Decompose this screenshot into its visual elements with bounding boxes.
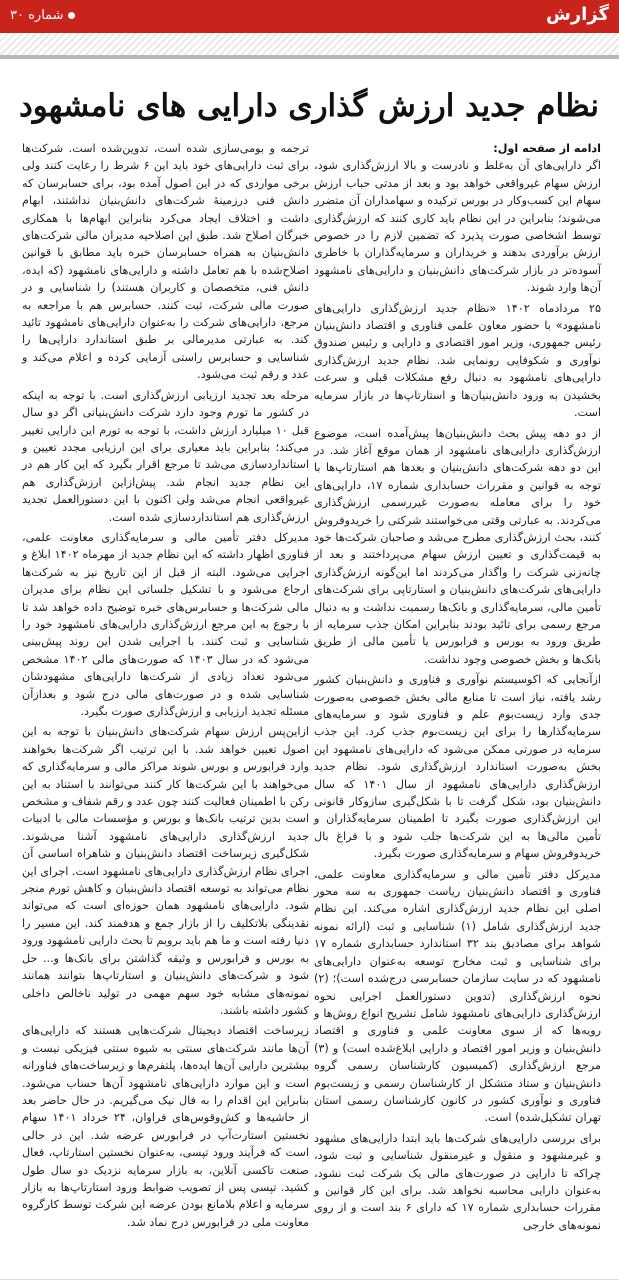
section-label: گزارش [545,4,609,25]
article-title: نظام جدید ارزش گذاری دارایی های نامشهود [18,88,599,124]
paragraph: برای بررسی دارایی‌های شرکت‌ها باید ابتدا دارایی‌های مشهود و غیرمشهود و منقول و غیرمنقول شناسایی و ثبت شود، چراکه تا دارایی در صورت‌های مالی یک شرکت ثبت نشود، به‌عنوان دارایی محاسبه نخواهد شد. برای این کار قوانین و مقررات حسابداری شماره ۱۷ که دارای ۶ بند است و از روی نمونه‌های خارجی [314,1131,602,1232]
lead-label: ادامه از صفحه اول: [493,142,601,155]
top-banner [0,0,619,33]
issue-number [10,8,75,23]
paragraph: اگر دارایی‌های آن به‌غلط و نادرست و بالا ارزش‌گذاری شود، ارزش سهام غیرواقعی خواهد بود و بعد از مدتی حباب ارزش سهام این کسب‌وکار در بورس ترکیده و سهامداران آن متضرر می‌شوند؛ بنابراین در این نظام باید کاری کنند که ارزش‌گذاری توسط اشخاصی صورت پذیرد که تضمین لازم را در خصوص ارزش برآوردی بدهند و خریداران و سرمایه‌گذاران با خاطری آسوده‌تر در بازار شرکت‌های دانش‌بنیان و دارایی‌های نامشهود آن‌ها وارد شوند. [314,159,601,295]
article-column-left [22,140,309,1234]
paragraph: ازآنجایی که اکوسیستم نوآوری و فناوری و دانش‌بنیان کشور رشد یافته، نیاز است تا منابع مالی بخش خصوصی به‌صورت جدی وارد زیست‌بوم علم و فناوری شود و سرمایه‌های سرمایه‌گذارها را برای این زیست‌بوم جذب کرد. این جذب سرمایه در صورتی ممکن می‌شود که دارایی‌های نامشهود این بخش به‌صورت استاندارد ارزش‌گذاری شود. نظام جدید ارزش‌گذاری دارایی‌های نامشهود از سال ۱۴۰۱ که سال دانش‌بنیان بود، شکل گرفت تا با شکل‌گیری سازوکار قانونی این ارزش‌گذاری صورت بگیرد تا اطمینان سرمایه‌گذاران و تأمین مالی‌ها به این شرکت‌ها جلب شود و با فراغ بال خریدوفروش سهام و سرمایه‌گذاری صورت بگیرد. [314,673,601,861]
bullet-dot-icon [68,12,75,19]
paragraph: از دو دهه پیش بحث دانش‌بنیان‌ها پیش‌آمده است، موضوع ارزش‌گذاری دارایی‌های نامشهود از همان موقع آغاز شد. در این دو دهه شرکت‌های دانش‌بنیان و بعدها هم استارتاپ‌ها با توجه به قوانین و مقررات حسابداری شماره ۱۷، دارایی‌های خود را برای معامله به‌صورت غیررسمی ارزش‌گذاری می‌کردند. به عبارتی وقتی می‌خواستند شرکتی را خریدوفروش کنند، بحث ارزش‌گذاری مطرح می‌شد و صاحبان شرکت‌ها خود به قیمت‌گذاری و تعیین ارزش سهام می‌پرداختند و بعد از چانه‌زنی شرکت را واگذار می‌کردند اما این‌گونه ارزش‌گذاری دارایی‌های شرکت‌های دانش‌بنیان و استارتاپی برای شرکت‌های تأمین مالی، سرمایه‌گذاری و بانک‌ها رسمیت نداشت و به دنبال مرجع رسمی برای تائید بودند بنابراین امکان جذب سرمایه از طریق ورود به بورس و فرابورس یا تأمین مالی از طریق بانک‌ها و بخش خصوصی وجود نداشت. [314,426,601,666]
issue-label: شماره ۳۰ [10,8,64,23]
paragraph: ۲۵ مردادماه ۱۴۰۲ «نظام جدید ارزش‌گذاری دارایی‌های نامشهود» با حضور معاون علمی فناوری و اقتصاد دانش‌بنیان رئیس جمهوری، وزیر امور اقتصادی و دارایی و رئیس صندوق نوآوری و شکوفایی رونمایی شد. نظام جدید ارزش‌گذاری دارایی‌های نامشهود به دنبال رفع مشکلات قبلی و سرعت بخشیدن به ورود دانش‌بنیان‌ها و استارتاپ‌ها در بازار سرمایه است. [314,301,601,420]
paragraph: ازاین‌پس ارزش سهام شرکت‌های دانش‌بنیان با توجه به این اصول تعیین خواهد شد. با این ترتیب اگر شرکت‌ها بخواهند وارد فرابورس و بورس شوند مراکز مالی و سرمایه‌گذاری که می‌خواهند با این شرکت‌ها کار کنند می‌توانند با استناد به این رکن با اطمینان فعالیت کنند چون عدد و رقم شفاف و مشخص است بدین ترتیب بانک‌ها و بورس و مؤسسات مالی با ادبیات جدید ارزش‌گذاری دارایی‌های نامشهود آشنا می‌شوند. شکل‌گیری زیرساخت اقتصاد دانش‌بنیان و شاهراه اساسی آن اجرای نظام ارزش‌گذاری دارایی‌های نامشهود است. اجرای این نظام می‌تواند به توسعه اقتصاد دانش‌بنیان و کاهش تورم منجر شود. دارایی‌های نامشهود همان حوزه‌ای است که می‌تواند نقدینگی بلاتکلیف را از بازار جمع و هدفمند کند. این مسیر را دنیا رفته است و ما هم باید بروبم تا بحث دارایی نامشهود ورود به بورس و فرابورس و وثیقه گذاشتن برای بانک‌ها و... حل شود و شرکت‌های دانش‌بنیان و استارتاپ‌ها بتوانند همانند نمونه‌های مشابه خود سهم مهمی در تولید ناخالص داخلی کشور داشته باشند. [22,725,309,1017]
paragraph: ترجمه و بومی‌سازی شده است، تدوین‌شده است. شرکت‌ها برای ثبت دارایی‌های خود باید این ۶ شرط را رعایت کنند ولی برخی مواردی که در این اصول آمده بود، برای حسابرسان که دانش فنی درزمینهٔ شرکت‌های دانش‌بنیان نداشتند، ابهام داشت و اختلاف ایجاد می‌کرد بنابراین ابهام‌ها با همکاری خبرگان اصلاح شد. طبق این اصلاحیه مدیران مالی شرکت‌های دانش‌بنیان به همراه حسابرسان خبره باید مطابق با قوانین اصلاح‌شده با هم تعامل داشته و دارایی‌های نامشهود (که ایده، دانش فنی، متخصصان و کاربران هستند) را شناسایی و در صورت مالی شرکت، ثبت کنند. حسابرس هم با مراجعه به مرجع، دارایی‌های شرکت را به‌عنوان دارایی‌های نامشهود تائید کند. به عبارتی مدیرمالی بر طبق استاندارد دارایی‌ها را شناسایی و حسابرس راستی آزمایی کرده و اعلام می‌کند و عدد و رقم ثبت می‌شود. [22,142,310,382]
article-column-right [314,140,601,1237]
paragraph: زیرساخت اقتصاد دیجیتال شرکت‌هایی هستند که دارایی‌های آن‌ها مانند شرکت‌های سنتی به شیوه سنتی فیزیکی نیست و بیشترین دارایی آن‌ها ایده‌ها، پلتفرم‌ها و زیرساخت‌های فناورانه است و این موارد دارایی‌های نامشهود آن‌ها حساب می‌شود. بنابراین این اقدام را به فال نیک می‌گیریم. در حال حاضر بعد از حاشیه‌ها و کش‌وقوس‌های فراوان، ۲۴ خرداد ۱۴۰۱ سهام نخستین استارت‌آپ در فرابورس عرضه شد. این در حالی است که فرآیند ورود تپسی، به‌عنوان نخستین استارتاپ، فعال صنعت تاکسی آنلاین، به بازار سرمایه نزدیک دو سال طول کشید. تپسی پس از تصویب ضوابط ورود استارتاپ‌ها به بازار سرمایه و اعلام بلامانع بودن عرضه این شرکت توسط کارگروه معاونت ملی در فرابورس درج نماد شد. [22,1024,309,1229]
paragraph: مرحله بعد تجدید ارزیابی ارزش‌گذاری است. با توجه به اینکه در کشور ما تورم وجود دارد شرکت دانش‌بنیانی اگر دو سال قبل ۱۰ میلیارد ارزش داشت، با توجه به تورم این دارایی تغییر می‌کند؛ بنابراین باید معیاری برای این ارزیابی مجدد تعیین و استانداردسازی می‌شد تا مرجع اقرار بگیرد که این کار هم در این نظام جدید انجام شد. پیش‌ازاین ارزش‌گذاری هم غیرواقعی انجام می‌شد ولی اکنون با این دستورالعمل تجدید ارزش‌گذاری هم استانداردسازی شده است. [22,388,309,524]
decorative-stripe [0,33,619,55]
paragraph: مدیرکل دفتر تأمین مالی و سرمایه‌گذاری معاونت علمی، فناوری و اقتصاد دانش‌بنیان ریاست جمهوری به سه محور اصلی این نظام جدید ارزش‌گذاری اشاره می‌کند. این نظام جدید ارزش‌گذاری شامل (۱) شناسایی و ثبت (ارائه نمونه شواهد برای مصادیق بند ۳۲ استاندارد حسابداری شماره ۱۷ برای شناسایی و ثبت مخارج توسعه به‌عنوان دارایی‌های نامشهود که در سایت سازمان حسابرسی درج‌شده است)؛ (۲) نحوه ارزش‌گذاری (تدوین دستورالعمل اجرایی نحوه ارزش‌گذاری دارایی‌های نامشهود شامل تشریح انواع روش‌ها و رویه‌ها که از سوی معاونت علمی و فناوری و اقتصاد دانش‌بنیان و وزیر امور اقتصاد و دارایی ابلاغ‌شده است) و (۳) مرجع ارزش‌گذاری (کمیسیون کارشناسان رسمی گروه دانش‌بنیان و ستاد متشکل از کارشناسان رسمی و زیست‌بوم فناوری و نوآوری کشور در کانون کارشناسان رسمی استان تهران تشکیل‌شده) است. [314,867,601,1125]
divider [0,55,619,59]
paragraph: مدیرکل دفتر تأمین مالی و سرمایه‌گذاری معاونت علمی، فناوری اظهار داشته که این نظام جدید از مهرماه ۱۴۰۲ ابلاغ و اجرایی می‌شود. البته از قبل از این تاریخ نیز به شرکت‌ها ارجاع می‌شود و با تشکیل جلساتی این نظام برای مدیران مالی شرکت‌ها و حسابرس‌های خبره توضیح داده خواهد شد تا با رجوع به این مرجع ارزش‌گذاری دارایی‌های نامشهود خود را شناسایی و ثبت کنند. با اجرایی شدن این روند پیش‌بینی می‌شود که در سال ۱۴۰۳ که صورت‌های مالی ۱۴۰۲ مشخص می‌شود تعداد زیادی از شرکت‌ها دارایی‌های مشهودشان شناسایی شده و در صورت‌های مالی درج شود و بعدازآن مسئله تجدید ارزیابی و ارزش‌گذاری صورت بگیرد. [22,530,309,718]
